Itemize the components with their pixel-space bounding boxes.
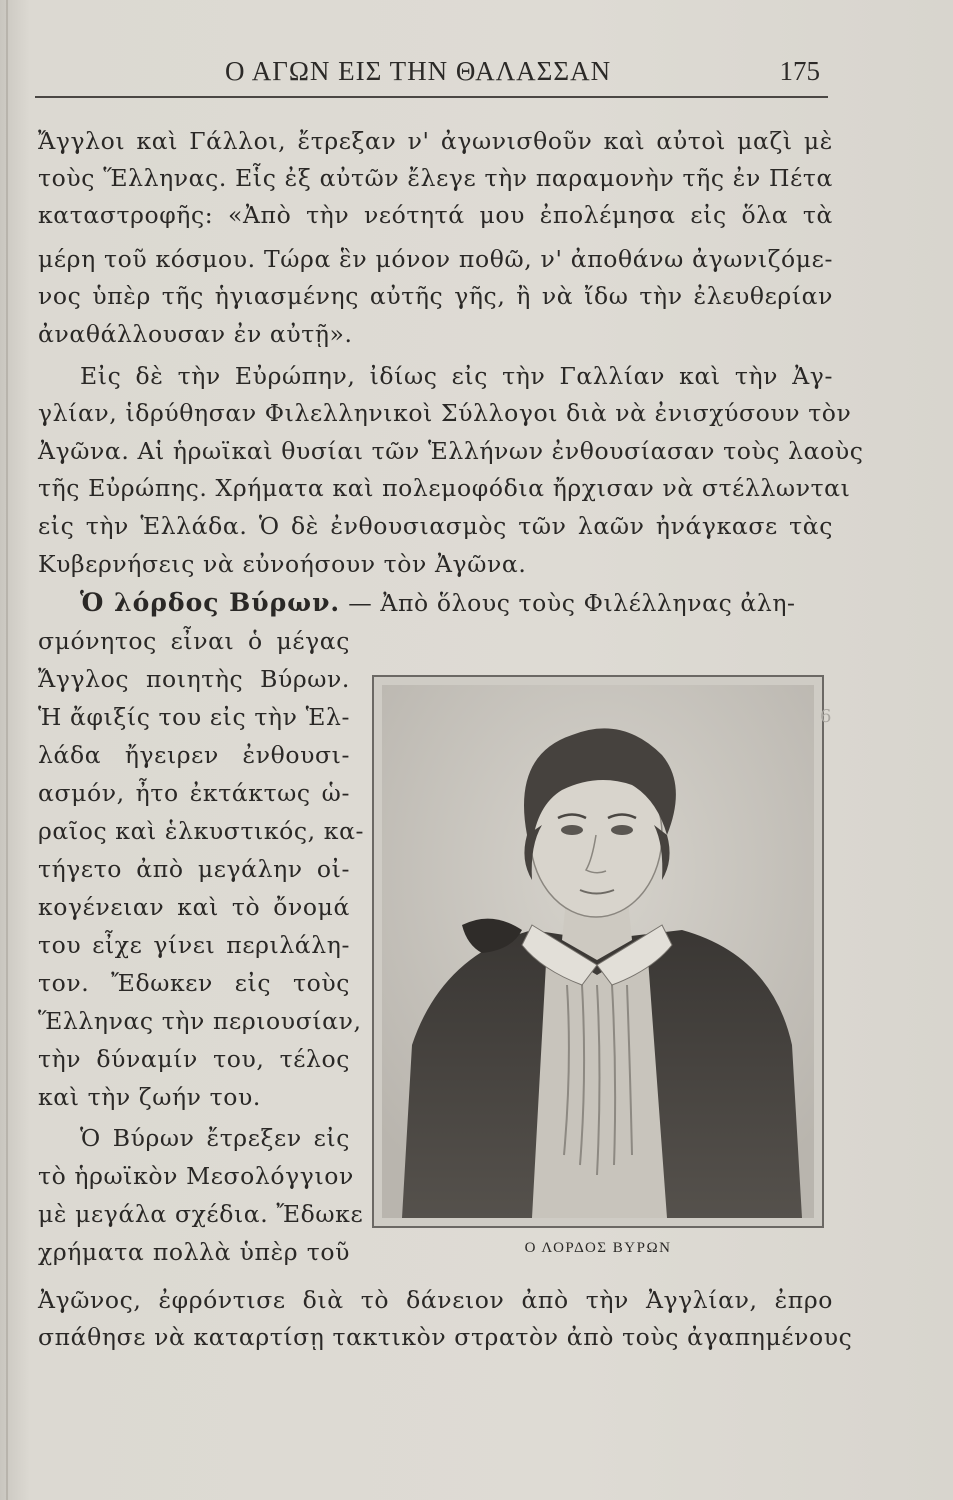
section-heading-line xyxy=(80,588,833,618)
text-line: μέρη τοῦ κόσμου. Τώρα ἓν μόνον ποθῶ, ν' ἀποθάνω ἀγωνιζόμε- xyxy=(38,245,833,273)
text-line: ασμόν, ἦτο ἐκτάκτως ὡ- xyxy=(38,779,350,807)
text-line: Ἄγγλος ποιητὴς Βύρων. xyxy=(38,665,350,693)
text-line: τοὺς Ἕλληνας. Εἷς ἐξ αὐτῶν ἔλεγε τὴν παραμονὴν τῆς ἐν Πέτα xyxy=(38,164,833,192)
header-rule xyxy=(35,96,828,98)
text-line: τήγετο ἀπὸ μεγάλην οἰ- xyxy=(38,855,350,883)
text-line: τῆς Εὐρώπης. Χρήματα καὶ πολεμοφόδια ἤρχισαν νὰ στέλλωνται xyxy=(38,474,851,502)
page-header xyxy=(35,56,828,100)
text-line: τον. Ἔδωκεν εἰς τοὺς xyxy=(38,969,350,997)
text-line: καὶ τὴν ζωήν του. xyxy=(38,1083,261,1111)
text-line: ραῖος καὶ ἑλκυστικός, κα- xyxy=(38,817,365,845)
portrait-frame xyxy=(372,675,824,1228)
text-line: Ἕλληνας τὴν περιουσίαν, xyxy=(38,1007,362,1035)
portrait-caption: Ο ΛΟΡΔΟΣ ΒΥΡΩΝ xyxy=(524,1240,672,1256)
section-heading: Ὁ λόρδος Βύρων. xyxy=(80,588,341,617)
text-line: καταστροφῆς: «Ἀπὸ τὴν νεότητά μου ἐπολέμησα εἰς ὅλα τὰ xyxy=(38,201,833,229)
gutter-shadow xyxy=(6,0,8,1500)
text-line: λάδα ἤγειρεν ἐνθουσι- xyxy=(38,741,350,769)
text-line: Ἀγῶνα. Αἱ ἡρωϊκαὶ θυσίαι τῶν Ἑλλήνων ἐνθουσίασαν τοὺς λαοὺς xyxy=(38,437,864,465)
text-line: Εἰς δὲ τὴν Εὐρώπην, ἰδίως εἰς τὴν Γαλλίαν καὶ τὴν Ἀγ- xyxy=(80,362,833,390)
text-line: Κυβερνήσεις νὰ εὐνοήσουν τὸν Ἀγῶνα. xyxy=(38,550,527,578)
text-line: γλίαν, ἱδρύθησαν Φιλελληνικοὶ Σύλλογοι διὰ νὰ ἐνισχύσουν τὸν xyxy=(38,399,852,427)
byron-portrait-illustration xyxy=(382,685,814,1218)
text-line: Ἡ ἄφιξίς του εἰς τὴν Ἑλ- xyxy=(38,703,350,731)
text-line: τὴν δύναμίν του, τέλος xyxy=(38,1045,350,1073)
margin-mark: 6 xyxy=(820,706,832,727)
text-line: τὸ ἡρωϊκὸν Μεσολόγγιον xyxy=(38,1162,354,1190)
section-heading-continuation: — Ἀπὸ ὅλους τοὺς Φιλέλληνας ἀλη- xyxy=(348,589,796,617)
text-line: εἰς τὴν Ἑλλάδα. Ὁ δὲ ἐνθουσιασμὸς τῶν λαῶν ἠνάγκασε τὰς xyxy=(38,512,833,540)
text-line: του εἶχε γίνει περιλάλη- xyxy=(38,931,350,959)
text-line: κογένειαν καὶ τὸ ὄνομά xyxy=(38,893,350,921)
text-line: σπάθησε νὰ καταρτίσῃ τακτικὸν στρατὸν ἀπὸ τοὺς ἀγαπημένους xyxy=(38,1323,853,1351)
running-title: Ο ΑΓΩΝ ΕΙΣ ΤΗΝ ΘΑΛΑΣΣΑΝ xyxy=(225,56,612,86)
text-line: Ἄγγλοι καὶ Γάλλοι, ἔτρεξαν ν' ἀγωνισθοῦν καὶ αὐτοὶ μαζὶ μὲ xyxy=(38,127,833,155)
text-line: νος ὑπὲρ τῆς ἡγιασμένης αὐτῆς γῆς, ἢ νὰ ἴδω τὴν ἐλευθερίαν xyxy=(38,282,833,310)
page-number: 175 xyxy=(779,56,820,86)
text-line: Ἀγῶνος, ἐφρόντισε διὰ τὸ δάνειον ἀπὸ τὴν Ἀγγλίαν, ἐπρο xyxy=(38,1286,833,1314)
text-line: μὲ μεγάλα σχέδια. Ἔδωκε xyxy=(38,1200,364,1228)
text-line: χρήματα πολλὰ ὑπὲρ τοῦ xyxy=(38,1238,350,1266)
text-line: σμόνητος εἶναι ὁ μέγας xyxy=(38,627,350,655)
text-line: Ὁ Βύρων ἔτρεξεν εἰς xyxy=(80,1124,350,1152)
text-line: ἀναθάλλουσαν ἐν αὐτῇ». xyxy=(38,320,353,348)
